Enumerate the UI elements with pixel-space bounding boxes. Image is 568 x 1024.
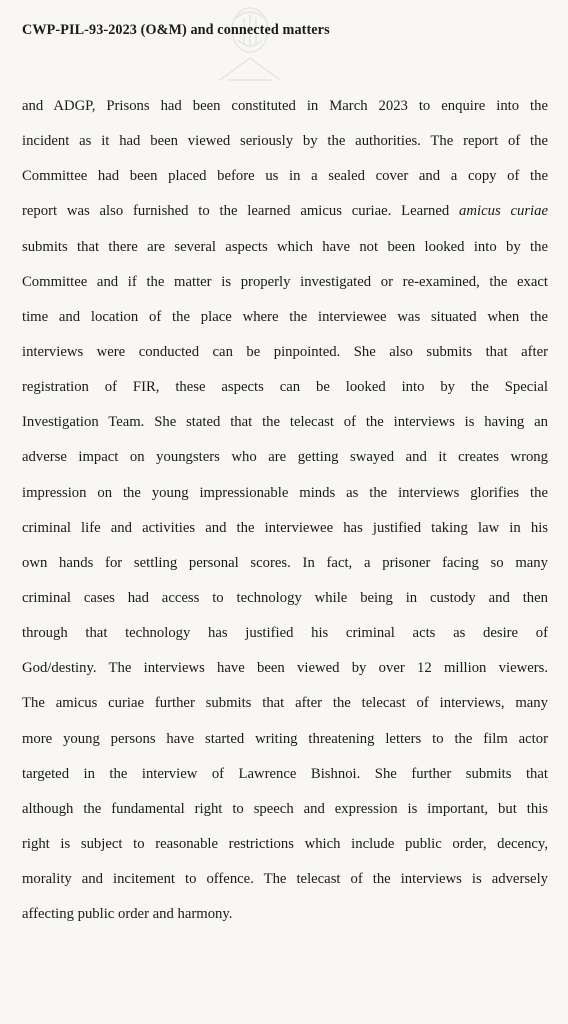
text-line: and ADGP, Prisons had been constituted in March 2023 to enquire into the — [22, 98, 548, 114]
text-line-with-italic: report was also furnished to the learned amicus curiae. Learned amicus curiae — [22, 203, 548, 220]
text-line: Committee had been placed before us in a sealed cover and a copy of the — [22, 168, 548, 185]
text-line: registration of FIR, these aspects can be looked into by the Special — [22, 379, 548, 396]
text-line: right is subject to reasonable restrictions which include public order, decency, — [22, 835, 548, 852]
text-line: targeted in the interview of Lawrence Bishnoi. She further submits that — [22, 765, 548, 782]
text-line: incident as it had been viewed seriously by the authorities. The report of the — [22, 133, 548, 150]
text-line: although the fundamental right to speech and expression is important, but this — [22, 800, 548, 817]
text-line: through that technology has justified his criminal acts as desire of — [22, 625, 548, 642]
text-line: interviews were conducted can be pinpointed. She also submits that after — [22, 343, 548, 360]
text-line-last: affecting public order and harmony. — [22, 906, 233, 923]
text-line: God/destiny. The interviews have been viewed by over 12 million viewers. — [22, 660, 548, 677]
text-line: own hands for settling personal scores. In fact, a prisoner facing so many — [22, 554, 548, 571]
text-line: criminal cases had access to technology while being in custody and then — [22, 589, 548, 606]
text-line: The amicus curiae further submits that after the telecast of interviews, many — [22, 695, 548, 712]
text-line: criminal life and activities and the interviewee has justified taking law in his — [22, 519, 548, 536]
case-title-heading: CWP-PIL-93-2023 (O&M) and connected matters — [22, 22, 330, 38]
text-line: impression on the young impressionable minds as the interviews glorifies the — [22, 484, 548, 501]
text-line: time and location of the place where the interviewee was situated when the — [22, 308, 548, 325]
text-line: Investigation Team. She stated that the telecast of the interviews is having an — [22, 414, 548, 431]
emblem-seal-icon — [200, 0, 300, 88]
text-line: submits that there are several aspects which have not been looked into by the — [22, 238, 548, 255]
judgment-body-text — [22, 89, 548, 932]
text-line: adverse impact on youngsters who are getting swayed and it creates wrong — [22, 449, 548, 466]
text-line: morality and incitement to offence. The telecast of the interviews is adversely — [22, 871, 548, 888]
italic-term: amicus curiae — [459, 203, 548, 220]
text-line: Committee and if the matter is properly investigated or re-examined, the exact — [22, 273, 548, 290]
text-line: more young persons have started writing threatening letters to the film actor — [22, 730, 548, 747]
